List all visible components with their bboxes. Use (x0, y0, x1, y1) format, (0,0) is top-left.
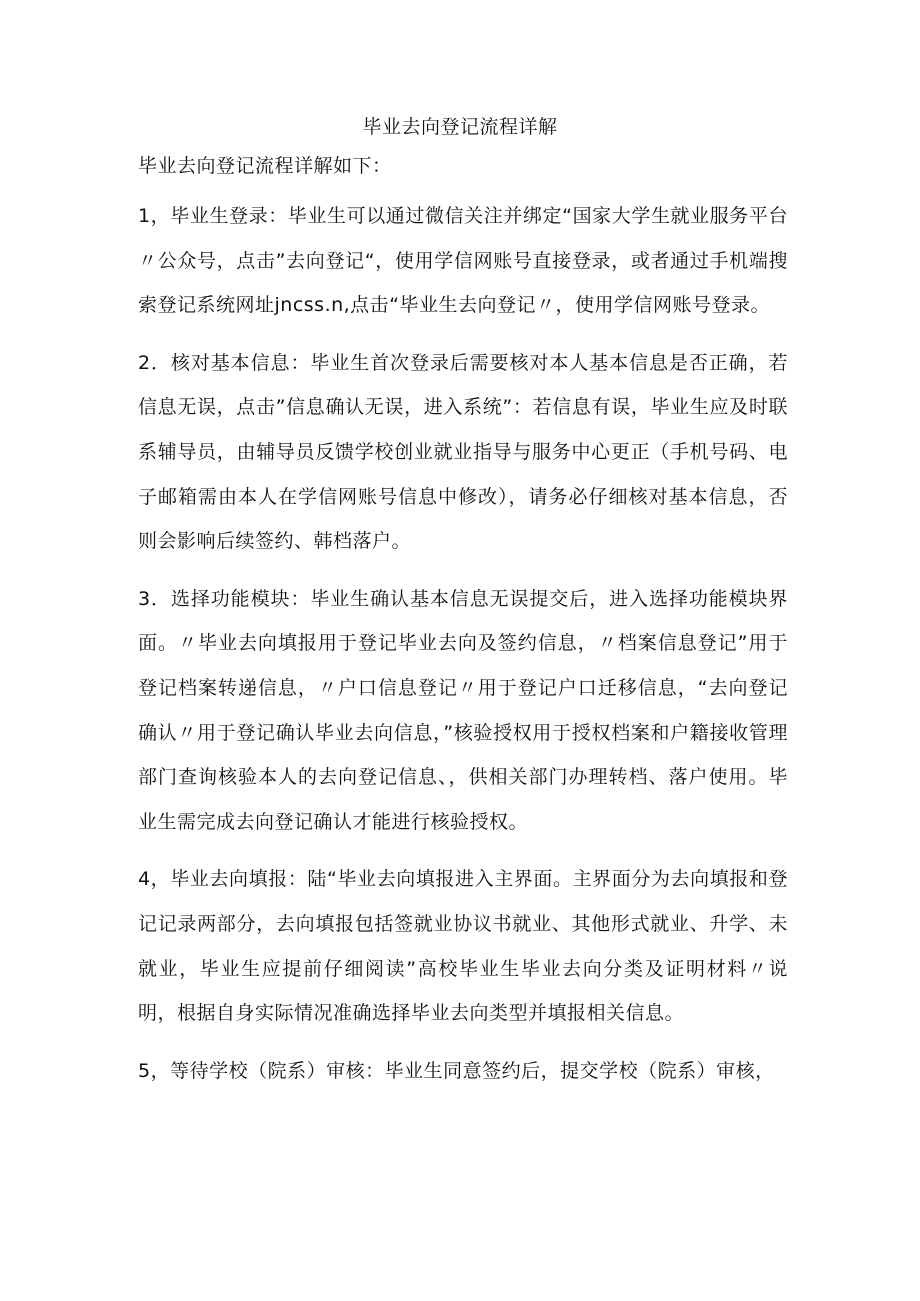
document-title: 毕业去向登记流程详解 (362, 116, 558, 138)
paragraph-step-4: 4，毕业去向填报：陆“毕业去向填报进入主界面。主界面分为去向填报和登记记录两部分，去向填报包括签就业协议书就业、其他形式就业、升学、未就业，毕业生应提前仔细阅读”高校毕业生毕业去向分类及证明材料〃说明，根据自身实际情况准确选择毕业去向类型并填报相关信息。 (138, 868, 788, 1025)
paragraph-step-1: 1，毕业生登录：毕业生可以通过微信关注并绑定“国家大学生就业服务平台〃公众号，点击”去向登记“，使用学信网账号直接登录，或者通过手机端搜索登记系统网址jncss.n,点击“毕业生去向登记〃，使用学信网账号登录。 (138, 205, 788, 317)
paragraph-step-5: 5，等待学校（院系）审核：毕业生同意签约后，提交学校（院系）审核， (138, 1059, 775, 1082)
document-body (138, 151, 788, 1093)
intro-text: 毕业去向登记流程详解如下： (138, 155, 392, 177)
paragraph-step-3: 3．选择功能模块：毕业生确认基本信息无误提交后，进入选择功能模块界面。〃毕业去向填报用于登记毕业去向及签约信息，〃档案信息登记”用于登记档案转递信息，〃户口信息登记〃用于登记户口迁移信息，“去向登记确认〃用于登记确认毕业去向信息，”核验授权用于授权档案和户籍接收管理部门查询核验本人的去向登记信息、，供相关部门办理转档、落户使用。毕业生需完成去向登记确认才能进行核验授权。 (138, 587, 788, 833)
paragraph-step-2: 2．核对基本信息：毕业生首次登录后需要核对本人基本信息是否正确，若信息无误，点击”信息确认无误，进入系统”：若信息有误，毕业生应及时联系辅导员，由辅导员反馈学校创业就业指导与服务中心更正（手机号码、电子邮箱需由本人在学信网账号信息中修改），请务必仔细核对基本信息，否则会影响后续签约、韩档落户。 (138, 351, 788, 553)
